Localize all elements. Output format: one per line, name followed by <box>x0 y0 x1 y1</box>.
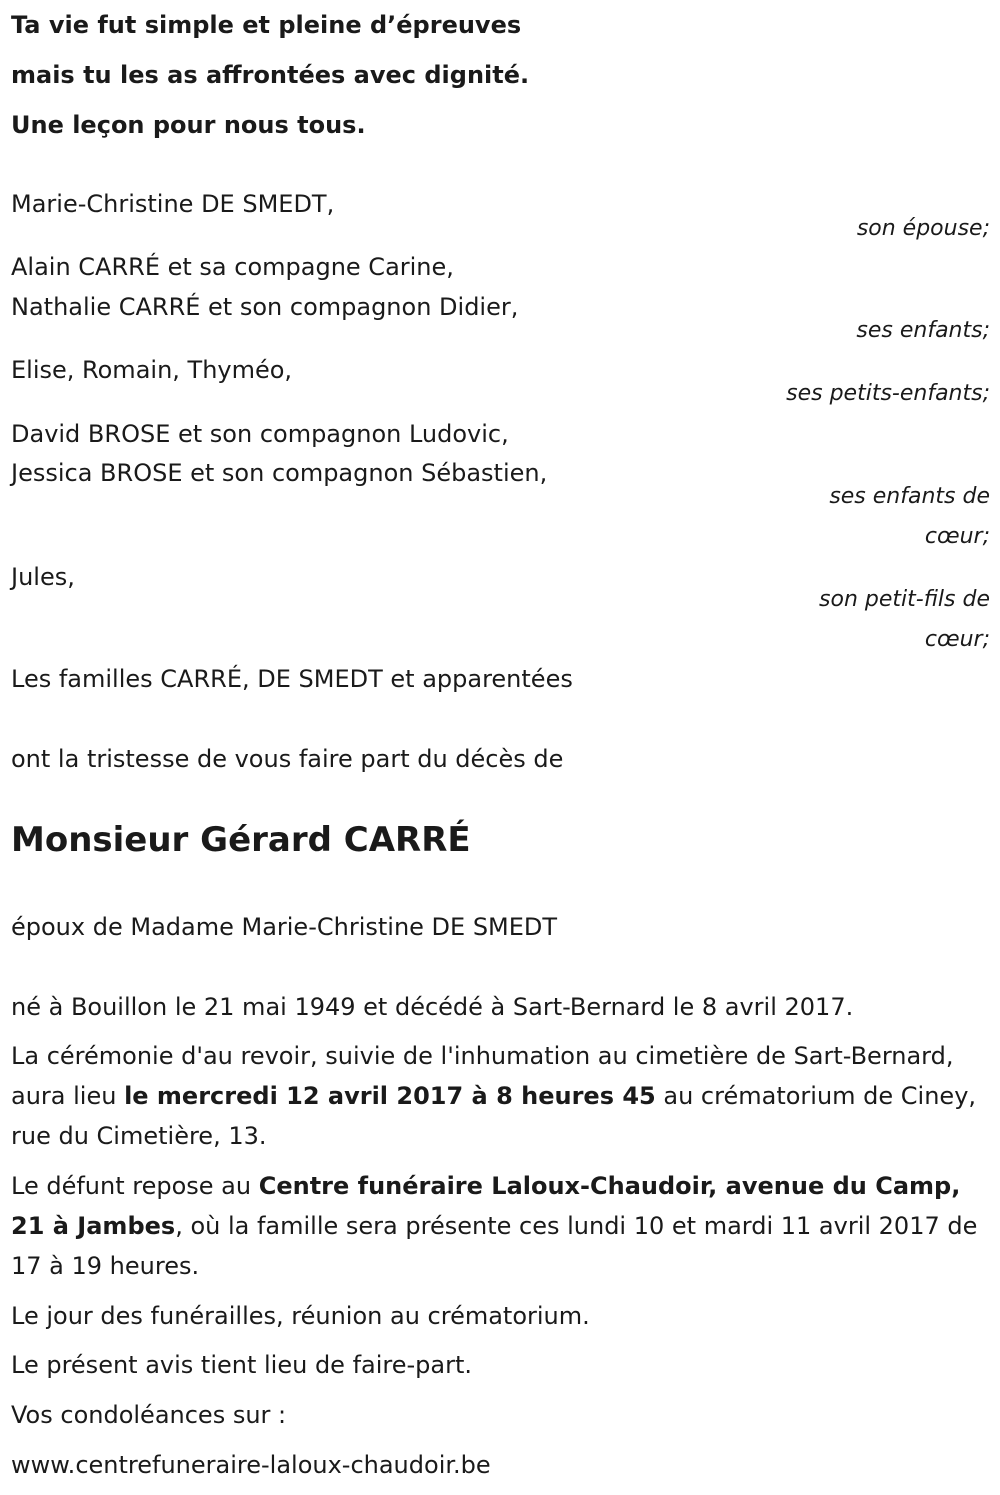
heart-grandson-relation-1: son petit-fils de <box>819 587 990 612</box>
heart-children-relation-2: cœur; <box>924 524 990 549</box>
children-line-1: Alain CARRÉ et sa compagne Carine, <box>11 253 454 281</box>
children-relation: ses enfants; <box>856 318 990 343</box>
deceased-name: Monsieur Gérard CARRÉ <box>11 820 471 860</box>
condolences-label: Vos condoléances sur : <box>11 1401 287 1429</box>
spouse-name: Marie-Christine DE SMEDT, <box>11 190 335 218</box>
grandchildren-names: Elise, Romain, Thyméo, <box>11 356 293 384</box>
ceremony-paragraph <box>11 1036 986 1156</box>
heart-children-line-2: Jessica BROSE et son compagnon Sébastien, <box>11 459 548 487</box>
heart-grandson-name: Jules, <box>11 563 75 591</box>
heart-grandson-relation-2: cœur; <box>924 627 990 652</box>
heart-children-line-1: David BROSE et son compagnon Ludovic, <box>11 420 509 448</box>
notice-line: Le présent avis tient lieu de faire-part. <box>11 1351 473 1379</box>
announcement-line: ont la tristesse de vous faire part du décès de <box>11 745 564 773</box>
quote-line-2: mais tu les as affrontées avec dignité. <box>11 61 530 89</box>
ceremony-text-after: au crématorium de Ciney, rue du Cimetière, 13. <box>11 1082 977 1150</box>
meeting-line: Le jour des funérailles, réunion au crématorium. <box>11 1302 590 1330</box>
families-line: Les familles CARRÉ, DE SMEDT et apparentées <box>11 665 573 693</box>
rest-text-before: Le défunt repose au <box>11 1172 259 1200</box>
rest-paragraph <box>11 1166 986 1286</box>
birth-death-line: né à Bouillon le 21 mai 1949 et décédé à Sart-Bernard le 8 avril 2017. <box>11 993 854 1021</box>
ceremony-date-time: le mercredi 12 avril 2017 à 8 heures 45 <box>124 1082 656 1110</box>
quote-line-1: Ta vie fut simple et pleine d’épreuves <box>11 11 522 39</box>
spouse-of-line: époux de Madame Marie-Christine DE SMEDT <box>11 913 558 941</box>
rest-text-after: , où la famille sera présente ces lundi 10 et mardi 11 avril 2017 de 17 à 19 heures. <box>11 1212 978 1280</box>
quote-line-3: Une leçon pour nous tous. <box>11 111 366 139</box>
ceremony-text-before: La cérémonie d'au revoir, suivie de l'inhumation au cimetière de Sart-Bernard, aura lieu <box>11 1042 954 1110</box>
heart-children-relation-1: ses enfants de <box>829 484 990 509</box>
children-line-2: Nathalie CARRÉ et son compagnon Didier, <box>11 293 519 321</box>
grandchildren-relation: ses petits-enfants; <box>786 381 990 406</box>
website-link[interactable]: www.centrefuneraire-laloux-chaudoir.be <box>11 1451 491 1479</box>
rest-location: Centre funéraire Laloux-Chaudoir, avenue du Camp, 21 à Jambes <box>11 1172 961 1240</box>
spouse-relation: son épouse; <box>856 216 990 241</box>
